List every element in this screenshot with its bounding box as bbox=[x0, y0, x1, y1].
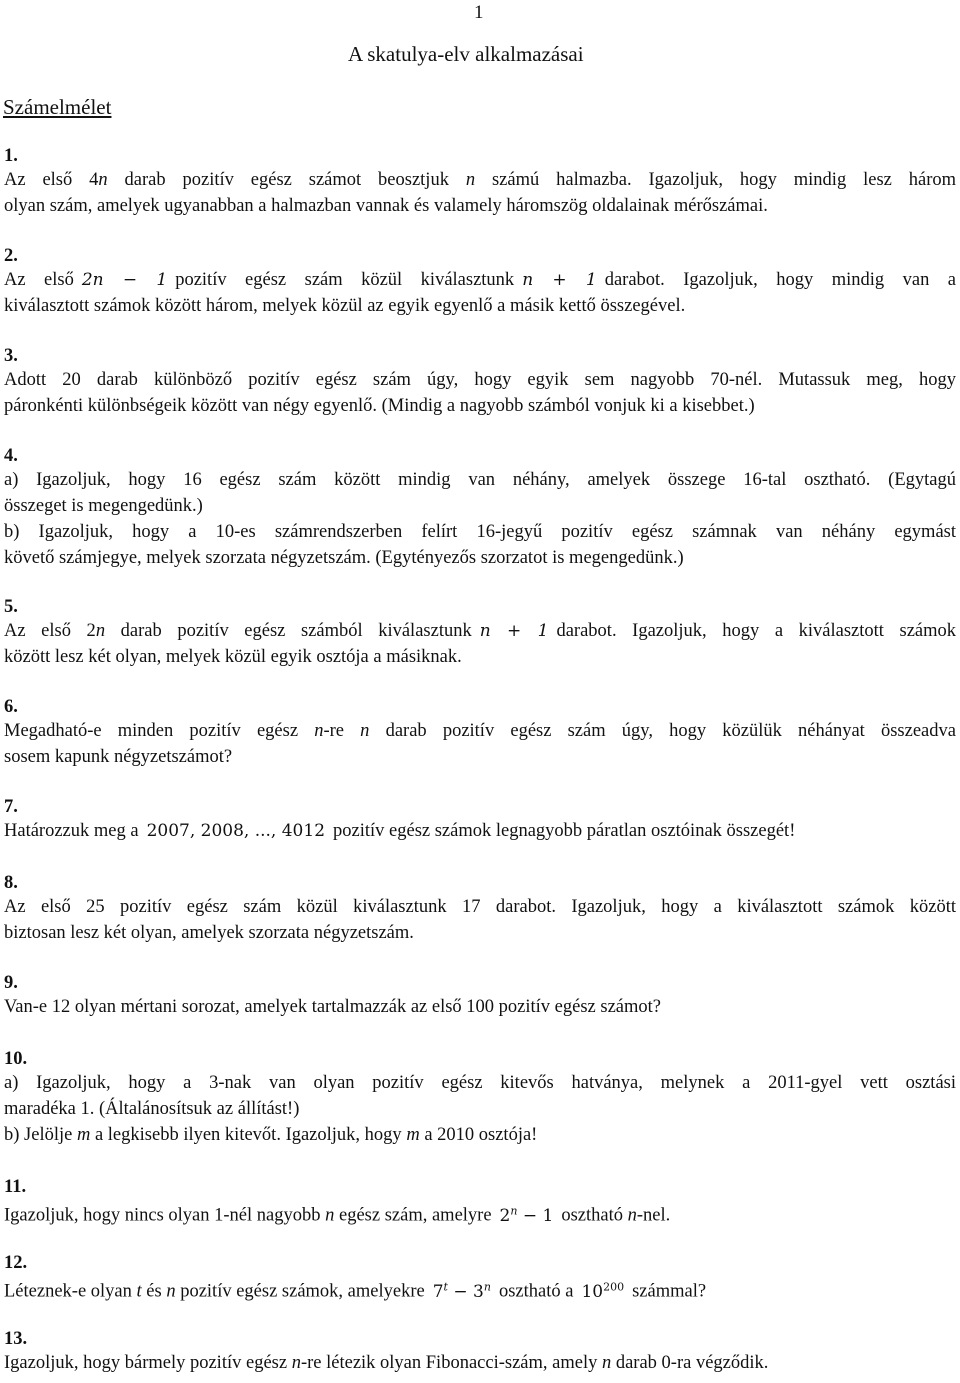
problem-number: 6. bbox=[4, 697, 18, 717]
problem-4 bbox=[4, 445, 956, 571]
problem-number: 8. bbox=[4, 873, 18, 893]
page-number: 1 bbox=[474, 2, 484, 23]
section-heading: Számelmélet bbox=[3, 95, 112, 119]
problem-text-line: Megadható-e minden pozitív egész n-re n darab pozitív egész szám úgy, hogy közülük néhányat összeadva bbox=[4, 721, 956, 741]
problem-text-line: Az első 2n darab pozitív egész számból kiválasztunk n + 1 darabot. Igazoljuk, hogy a kiválasztott számok bbox=[4, 621, 957, 641]
problem-text-line: Az első 2n − 1 pozitív egész szám közül kiválasztunk n + 1 darabot. Igazoljuk, hogy mindig van a bbox=[4, 270, 956, 290]
problem-2 bbox=[4, 245, 956, 319]
problem-11 bbox=[4, 1176, 956, 1229]
problem-text-line: összeget is megengedünk.) bbox=[4, 496, 203, 516]
formula: n + 1 bbox=[522, 270, 597, 290]
problem-text-line: b) Igazoljuk, hogy a 10-es számrendszerben felírt 16-jegyű pozitív egész számnak van néhány egymást bbox=[4, 522, 956, 542]
problem-text-line: a) Igazoljuk, hogy a 3-nak van olyan pozitív egész kitevős hatványa, melynek a 2011-gyel vett osztási bbox=[4, 1073, 956, 1093]
problem-number: 2. bbox=[4, 246, 18, 266]
problem-text-line: Igazoljuk, hogy bármely pozitív egész n-re létezik olyan Fibonacci-szám, amely n darab 0-ra végződik. bbox=[4, 1353, 769, 1373]
problem-text-line: Az első 4n darab pozitív egész számot beosztjuk n számú halmazba. Igazoljuk, hogy mindig lesz három bbox=[4, 170, 956, 190]
problem-12 bbox=[4, 1252, 956, 1305]
problem-text-line: b) Jelölje m a legkisebb ilyen kitevőt. Igazoljuk, hogy m a 2010 osztója! bbox=[4, 1125, 538, 1145]
problem-10 bbox=[4, 1048, 956, 1148]
problem-text-line: Adott 20 darab különböző pozitív egész szám úgy, hogy egyik sem nagyobb 70-nél. Mutassuk meg, hogy bbox=[4, 370, 956, 390]
formula: 2n − 1 bbox=[81, 270, 168, 290]
problem-3 bbox=[4, 345, 956, 419]
formula: 2007, 2008, ..., 4012 bbox=[146, 821, 326, 841]
problem-text-line: olyan szám, amelyek ugyanabban a halmazban vannak és valamely háromszög oldalainak mérőszámai. bbox=[4, 196, 768, 216]
problem-text-line: között lesz két olyan, melyek közül egyik osztója a másiknak. bbox=[4, 647, 462, 667]
problem-8 bbox=[4, 872, 956, 946]
problem-number: 13. bbox=[4, 1329, 28, 1349]
problem-text-line: sosem kapunk négyzetszámot? bbox=[4, 747, 233, 767]
problem-1 bbox=[4, 145, 956, 219]
formula: $7^t - 3^n$ bbox=[432, 1280, 491, 1302]
problem-text-line: Igazoljuk, hogy nincs olyan 1-nél nagyobb n egész szám, amelyre $2^n - 1$ osztható n-nel. bbox=[4, 1204, 671, 1226]
problem-text-line: maradéka 1. (Általánosítsuk az állítást!) bbox=[4, 1099, 300, 1119]
problem-number: 10. bbox=[4, 1049, 28, 1069]
problem-number: 3. bbox=[4, 346, 18, 366]
problem-text-line: Határozzuk meg a 2007, 2008, ..., 4012 pozitív egész számok legnagyobb páratlan osztóinak összegét! bbox=[4, 821, 796, 841]
problem-text-line: a) Igazoljuk, hogy 16 egész szám között mindig van néhány, amelyek összege 16-tal osztható. (Egytagú bbox=[4, 470, 956, 490]
problem-7 bbox=[4, 796, 956, 844]
problem-number: 4. bbox=[4, 446, 18, 466]
problem-number: 5. bbox=[4, 597, 18, 617]
problem-text-line: Léteznek-e olyan t és n pozitív egész számok, amelyekre $7^t - 3^n$ osztható a $10^{200}$ számmal? bbox=[4, 1280, 707, 1302]
problem-5 bbox=[4, 596, 956, 670]
problem-number: 11. bbox=[4, 1177, 27, 1197]
problem-text-line: kiválasztott számok között három, melyek közül az egyik egyenlő a másik kettő összegével. bbox=[4, 296, 686, 316]
problem-text-line: biztosan lesz két olyan, amelyek szorzata négyzetszám. bbox=[4, 923, 414, 943]
problem-6 bbox=[4, 696, 956, 770]
formula: n + 1 bbox=[479, 621, 549, 641]
problem-text-line: követő számjegye, melyek szorzata négyzetszám. (Egytényezős szorzatot is megengedünk.) bbox=[4, 548, 684, 568]
page-title: A skatulya-elv alkalmazásai bbox=[348, 42, 584, 66]
problem-13 bbox=[4, 1328, 956, 1376]
problem-number: 7. bbox=[4, 797, 18, 817]
formula: $2^n - 1$ bbox=[499, 1204, 554, 1226]
problem-number: 1. bbox=[4, 146, 18, 166]
problem-text-line: Van-e 12 olyan mértani sorozat, amelyek tartalmazzák az első 100 pozitív egész számot? bbox=[4, 997, 661, 1017]
problem-9 bbox=[4, 972, 956, 1020]
formula: $10^{200}$ bbox=[581, 1280, 625, 1302]
problem-text-line: Az első 25 pozitív egész szám közül kiválasztunk 17 darabot. Igazoljuk, hogy a kiválasztott számok között bbox=[4, 897, 956, 917]
problem-text-line: páronkénti különbségeik között van négy egyenlő. (Mindig a nagyobb számból vonjuk ki a kisebbet.) bbox=[4, 396, 755, 416]
problem-number: 9. bbox=[4, 973, 18, 993]
problem-number: 12. bbox=[4, 1253, 28, 1273]
